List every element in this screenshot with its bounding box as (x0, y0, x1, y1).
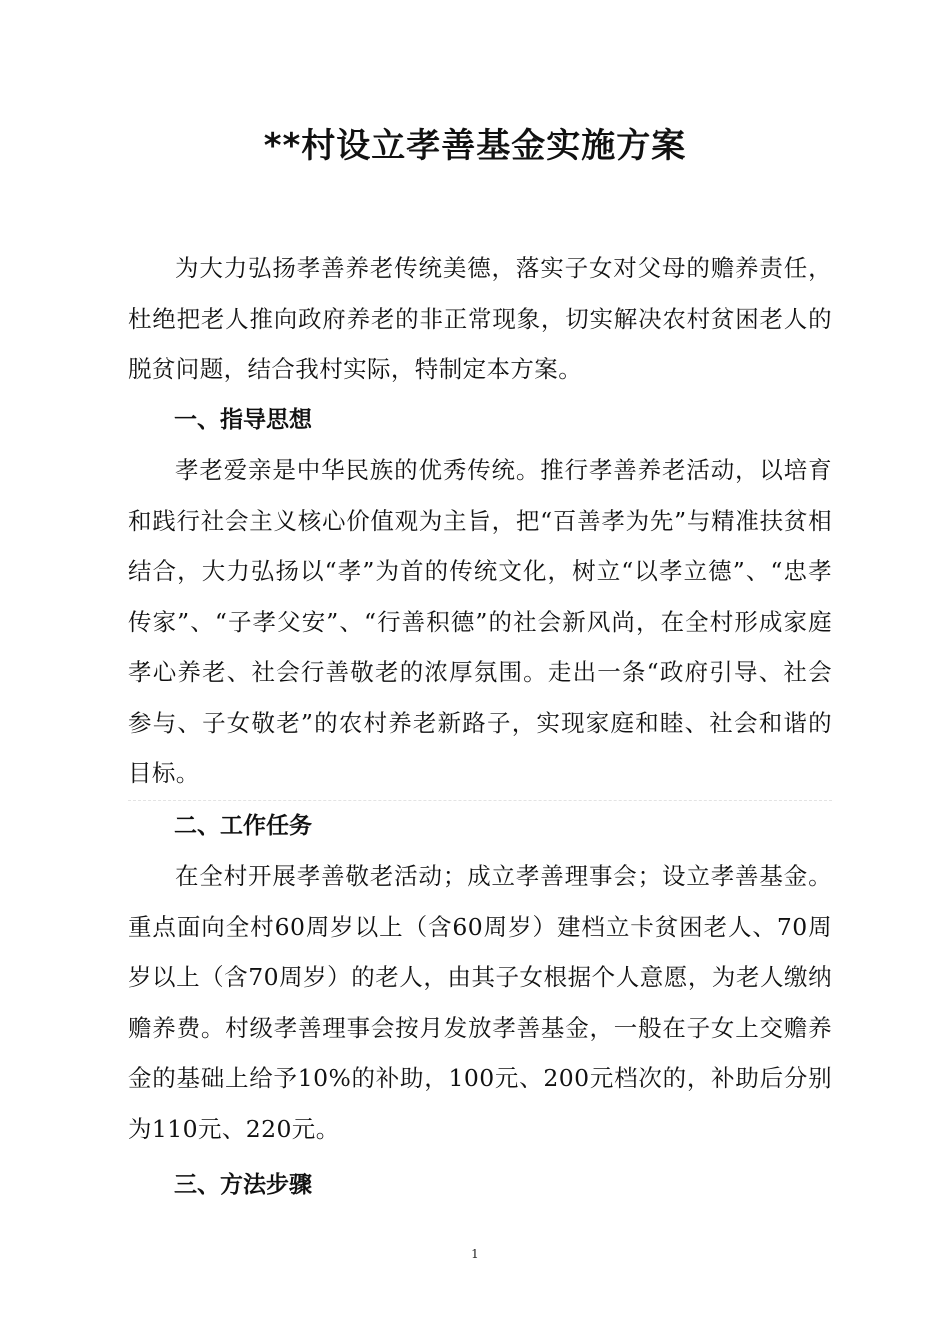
section-heading-work-tasks: 二、工作任务 (128, 800, 832, 852)
guiding-ideology-paragraph: 孝老爱亲是中华民族的优秀传统。推行孝善养老活动，以培育和践行社会主义核心价值观为主旨，把“百善孝为先”与精准扶贫相结合，大力弘扬以“孝”为首的传统文化，树立“以孝立德”、“忠孝传家”、“子孝父安”、“行善积德”的社会新风尚，在全村形成家庭孝心养老、社会行善敬老的浓厚氛围。走出一条“政府引导、社会参与、子女敬老”的农村养老新路子，实现家庭和睦、社会和谐的目标。 (128, 456, 832, 787)
work-tasks-paragraph: 在全村开展孝善敬老活动；成立孝善理事会；设立孝善基金。重点面向全村60周岁以上（含60周岁）建档立卡贫困老人、70周岁以上（含70周岁）的老人，由其子女根据个人意愿，为老人缴纳赡养费。村级孝善理事会按月发放孝善基金，一般在子女上交赡养金的基础上给予10%的补助，100元、200元档次的，补助后分别为110元、220元。 (128, 862, 832, 1143)
intro-paragraph: 为大力弘扬孝善养老传统美德，落实子女对父母的赡养责任，杜绝把老人推向政府养老的非正常现象，切实解决农村贫困老人的脱贫问题，结合我村实际，特制定本方案。 (128, 254, 832, 383)
section-heading-guiding-ideology: 一、指导思想 (174, 406, 312, 433)
document-title: **村设立孝善基金实施方案 (263, 126, 687, 166)
page-number: 1 (471, 1247, 479, 1261)
section-heading-methods-steps: 三、方法步骤 (174, 1172, 312, 1198)
document-body (128, 243, 832, 1211)
